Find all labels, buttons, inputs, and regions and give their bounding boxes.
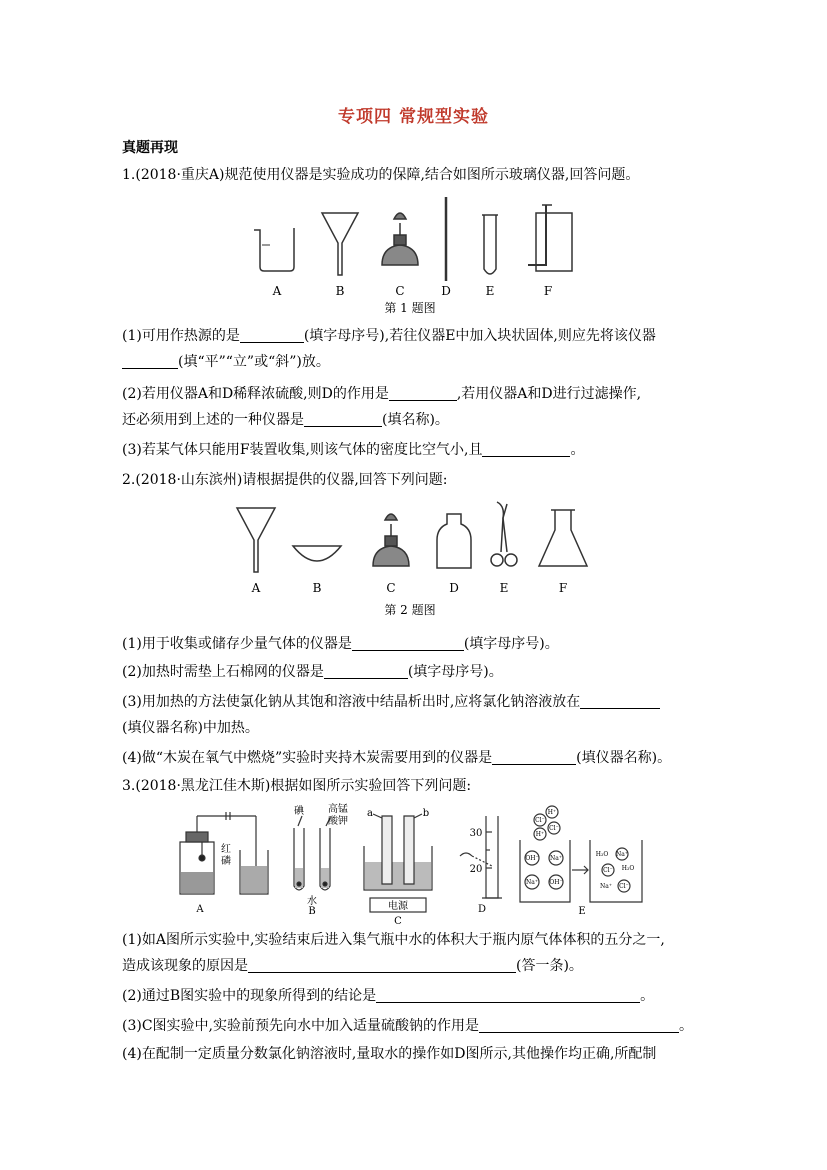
answer-blank[interactable]: [376, 987, 640, 1003]
q2-p4-text-a: (4)做“木炭在氧气中燃烧”实验时夹持木炭需要用到的仪器是: [122, 750, 493, 766]
q2-figure: [225, 500, 595, 620]
water-label: 水: [307, 896, 317, 907]
q1-stem: 1.(2018·重庆A)规范使用仪器是实验成功的保障,结合如图所示玻璃仪器,回答问题。: [122, 167, 640, 183]
conical-flask-icon: [539, 510, 587, 566]
q2-p3-text-a: (3)用加热的方法使氯化钠从其饱和溶液中结晶析出时,应将氯化钠溶液放在: [122, 694, 581, 710]
q3-label-b: B: [308, 906, 316, 917]
red-phosphorus-label-2: 磷: [221, 856, 231, 867]
red-phosphorus-label-1: 红: [221, 844, 231, 855]
q1-part1-line1: [122, 326, 722, 346]
answer-blank[interactable]: [492, 749, 576, 765]
answer-blank[interactable]: [248, 957, 516, 973]
answer-blank[interactable]: [122, 353, 178, 369]
answer-blank[interactable]: [304, 411, 382, 427]
q3-label-c: C: [394, 916, 402, 927]
alcohol-lamp-icon: [382, 213, 418, 265]
q2-p3-text-b: (填仪器名称)中加热。: [122, 720, 259, 736]
q2-part3-line1: [122, 692, 722, 712]
q3-p2-text-a: (2)通过B图实验中的现象所得到的结论是: [122, 988, 377, 1004]
power-label: 电源: [388, 901, 408, 912]
q3-p1-text-b: 造成该现象的原因是: [122, 958, 248, 974]
ion-label: Cl⁻: [549, 825, 559, 832]
q2-p2-text-a: (2)加热时需垫上石棉网的仪器是: [122, 664, 324, 680]
funnel-icon: [322, 213, 358, 275]
q3-figure: [170, 804, 650, 927]
tick-30-label: 30: [469, 828, 483, 839]
ion-label: H⁺: [535, 831, 545, 838]
q1-label-f: F: [543, 284, 553, 298]
q1-p3-text-a: (3)若某气体只能用F装置收集,则该气体的密度比空气小,且: [122, 442, 483, 458]
answer-blank[interactable]: [240, 327, 304, 343]
q2-stem: 2.(2018·山东滨州)请根据提供的仪器,回答下列问题:: [122, 472, 448, 488]
q3-stem: 3.(2018·黑龙江佳木斯)根据如图所示实验回答下列问题:: [122, 778, 472, 794]
q3-part1-line1: (1)如A图所示实验中,实验结束后进入集气瓶中水的体积大于瓶内原气体体积的五分之一,: [122, 932, 665, 948]
q2-p1-text-a: (1)用于收集或储存少量气体的仪器是: [122, 636, 352, 652]
q3-p3-text-a: (3)C图实验中,实验前预先向水中加入适量硫酸钠的作用是: [122, 1018, 479, 1034]
ion-label: Cl⁻: [619, 883, 629, 890]
answer-blank[interactable]: [479, 1017, 679, 1033]
q1-label-a: A: [272, 284, 282, 298]
ion-label: H₂O: [621, 865, 635, 872]
q3-part1-line2: [122, 956, 722, 976]
answer-blank[interactable]: [389, 385, 457, 401]
q1-part2-line2: [122, 410, 722, 430]
q1-p1-text-a: (1)可用作热源的是: [122, 328, 240, 344]
evaporating-dish-icon: [293, 546, 341, 561]
q3-part4: (4)在配制一定质量分数氯化钠溶液时,量取水的操作如D图所示,其他操作均正确,所配制: [122, 1046, 657, 1062]
q2-label-c: C: [386, 581, 396, 595]
answer-blank[interactable]: [352, 635, 464, 651]
ion-label: Na⁺: [600, 883, 612, 890]
q3-label-a: A: [196, 904, 204, 915]
funnel-icon: [237, 508, 275, 572]
q3-label-e: E: [578, 906, 586, 917]
q1-part2-line1: [122, 384, 722, 404]
apparatus-b: [294, 816, 330, 890]
q2-part1: [122, 634, 722, 654]
q3-p1-text-c: (答一条)。: [516, 958, 583, 974]
answer-blank[interactable]: [580, 693, 660, 709]
test-tube-icon: [484, 215, 496, 274]
q3-p3-text-b: 。: [679, 1018, 693, 1034]
gas-collection-icon: [528, 205, 572, 271]
q1-figure: [240, 195, 580, 315]
q2-label-f: F: [558, 581, 568, 595]
crucible-tongs-icon: [491, 502, 517, 566]
q2-part4: [122, 748, 722, 768]
q3-part3: [122, 1016, 722, 1036]
alcohol-lamp-icon: [373, 514, 409, 566]
q1-p1-text-c: (填“平”“立”或“斜”)放。: [178, 354, 330, 370]
gas-bottle-icon: [437, 514, 471, 568]
ion-label: Cl⁻: [603, 867, 613, 874]
q1-p2-text-b: ,若用仪器A和D进行过滤操作,: [456, 386, 642, 402]
answer-blank[interactable]: [324, 663, 408, 679]
q1-label-d: D: [441, 284, 451, 298]
ion-label: H⁺: [547, 809, 557, 816]
q1-p2-text-a: (2)若用仪器A和D稀释浓硫酸,则D的作用是: [122, 386, 389, 402]
q2-part3-line2: [122, 718, 722, 738]
q2-part2: [122, 662, 722, 682]
ion-label: Na⁺: [526, 879, 538, 886]
kmno4-label-1: 高锰: [328, 804, 348, 815]
q2-p2-text-b: (填字母序号)。: [407, 664, 503, 680]
q2-caption: 第 2 题图: [384, 603, 436, 617]
answer-blank[interactable]: [482, 441, 570, 457]
q1-label-c: C: [395, 284, 405, 298]
q1-label-b: B: [335, 284, 345, 298]
ion-label: Na⁺: [550, 855, 562, 862]
section-heading: 真题再现: [122, 140, 178, 156]
q2-label-d: D: [449, 581, 459, 595]
q1-label-e: E: [485, 284, 495, 298]
q2-p4-text-b: (填仪器名称)。: [576, 750, 672, 766]
ion-label: Cl⁻: [535, 817, 545, 824]
q3-part2: [122, 986, 722, 1006]
electrode-b-label: b: [422, 808, 430, 819]
q1-p2-text-c: 还必须用到上述的一种仪器是: [122, 412, 304, 428]
q1-p3-text-b: 。: [570, 442, 585, 458]
kmno4-label-2: 酸钾: [328, 816, 348, 827]
apparatus-c: [364, 814, 432, 912]
q3-label-d: D: [477, 904, 487, 915]
ion-label: Na⁺: [616, 851, 628, 858]
tick-20-label: 20: [469, 864, 483, 875]
q1-part3: [122, 440, 722, 460]
ion-label: OH⁻: [525, 855, 539, 862]
electrode-a-label: a: [367, 808, 373, 819]
q2-p1-text-b: (填字母序号)。: [463, 636, 559, 652]
beaker-icon: [254, 228, 294, 271]
q2-label-e: E: [499, 581, 509, 595]
iodine-label: 碘: [294, 806, 304, 817]
q1-p1-text-b: (填字母序号),若往仪器E中加入块状固体,则应先将该仪器: [303, 328, 656, 344]
q1-part1-line2: [122, 352, 722, 372]
ion-label: H₂O: [595, 851, 609, 858]
q2-label-b: B: [312, 581, 322, 595]
page-title: 专项四 常规型实验: [338, 107, 489, 127]
q3-p2-text-b: 。: [640, 988, 655, 1004]
q1-caption: 第 1 题图: [384, 301, 436, 315]
q2-label-a: A: [251, 581, 261, 595]
ion-label: OH⁻: [549, 879, 563, 886]
q1-p2-text-d: (填名称)。: [382, 412, 449, 428]
